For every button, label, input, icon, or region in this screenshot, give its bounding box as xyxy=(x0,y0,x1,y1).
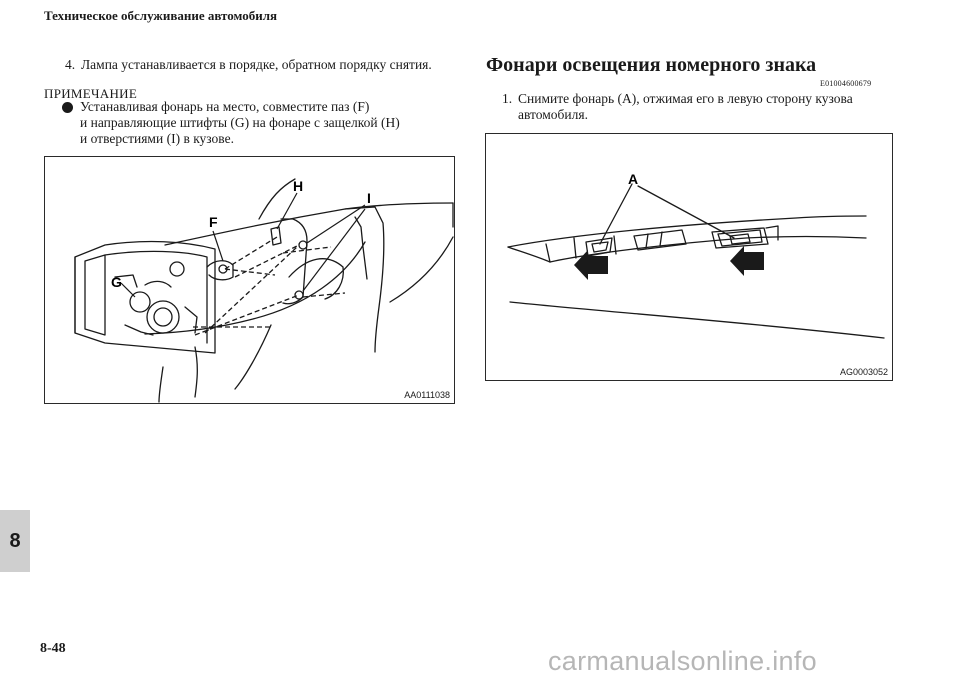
document-code: E01004600679 xyxy=(820,79,872,88)
bullet-dot xyxy=(62,102,73,113)
label-f: F xyxy=(209,214,218,230)
note-bullet-line-1: Устанавливая фонарь на место, совместите паз (F) xyxy=(80,99,370,114)
label-i: I xyxy=(367,190,371,206)
license-lamp-illustration xyxy=(486,134,892,380)
chapter-tab: 8 xyxy=(0,510,30,572)
label-g: G xyxy=(111,274,122,290)
step-1-line-1: Снимите фонарь (A), отжимая его в левую сторону кузова xyxy=(518,91,853,106)
figure-code-right: AG0003052 xyxy=(839,367,888,377)
figure-tail-lamp-installation xyxy=(44,156,455,404)
section-title: Фонари освещения номерного знака xyxy=(486,54,817,76)
note-bullet-line-3: и отверстиями (I) в кузове. xyxy=(80,131,234,146)
page-number: 8-48 xyxy=(40,641,66,656)
note-label: ПРИМЕЧАНИЕ xyxy=(44,86,138,101)
step-4-text: Лампа устанавливается в порядке, обратном порядку снятия. xyxy=(81,57,432,72)
step-4-number: 4. xyxy=(65,57,76,72)
figure-license-lamp-removal xyxy=(485,133,893,381)
push-arrow-right-icon xyxy=(730,246,764,276)
note-bullet-line-2: и направляющие штифты (G) на фонаре с защелкой (H) xyxy=(80,115,400,130)
label-a: A xyxy=(628,171,639,187)
running-header: Техническое обслуживание автомобиля xyxy=(44,8,278,23)
label-h: H xyxy=(293,178,304,194)
watermark: carmanualsonline.info xyxy=(548,646,817,676)
figure-code-left: AA0111038 xyxy=(404,390,450,400)
tail-lamp-illustration xyxy=(45,157,454,403)
step-1-number: 1. xyxy=(502,91,513,106)
step-1-line-2: автомобиля. xyxy=(518,107,588,122)
